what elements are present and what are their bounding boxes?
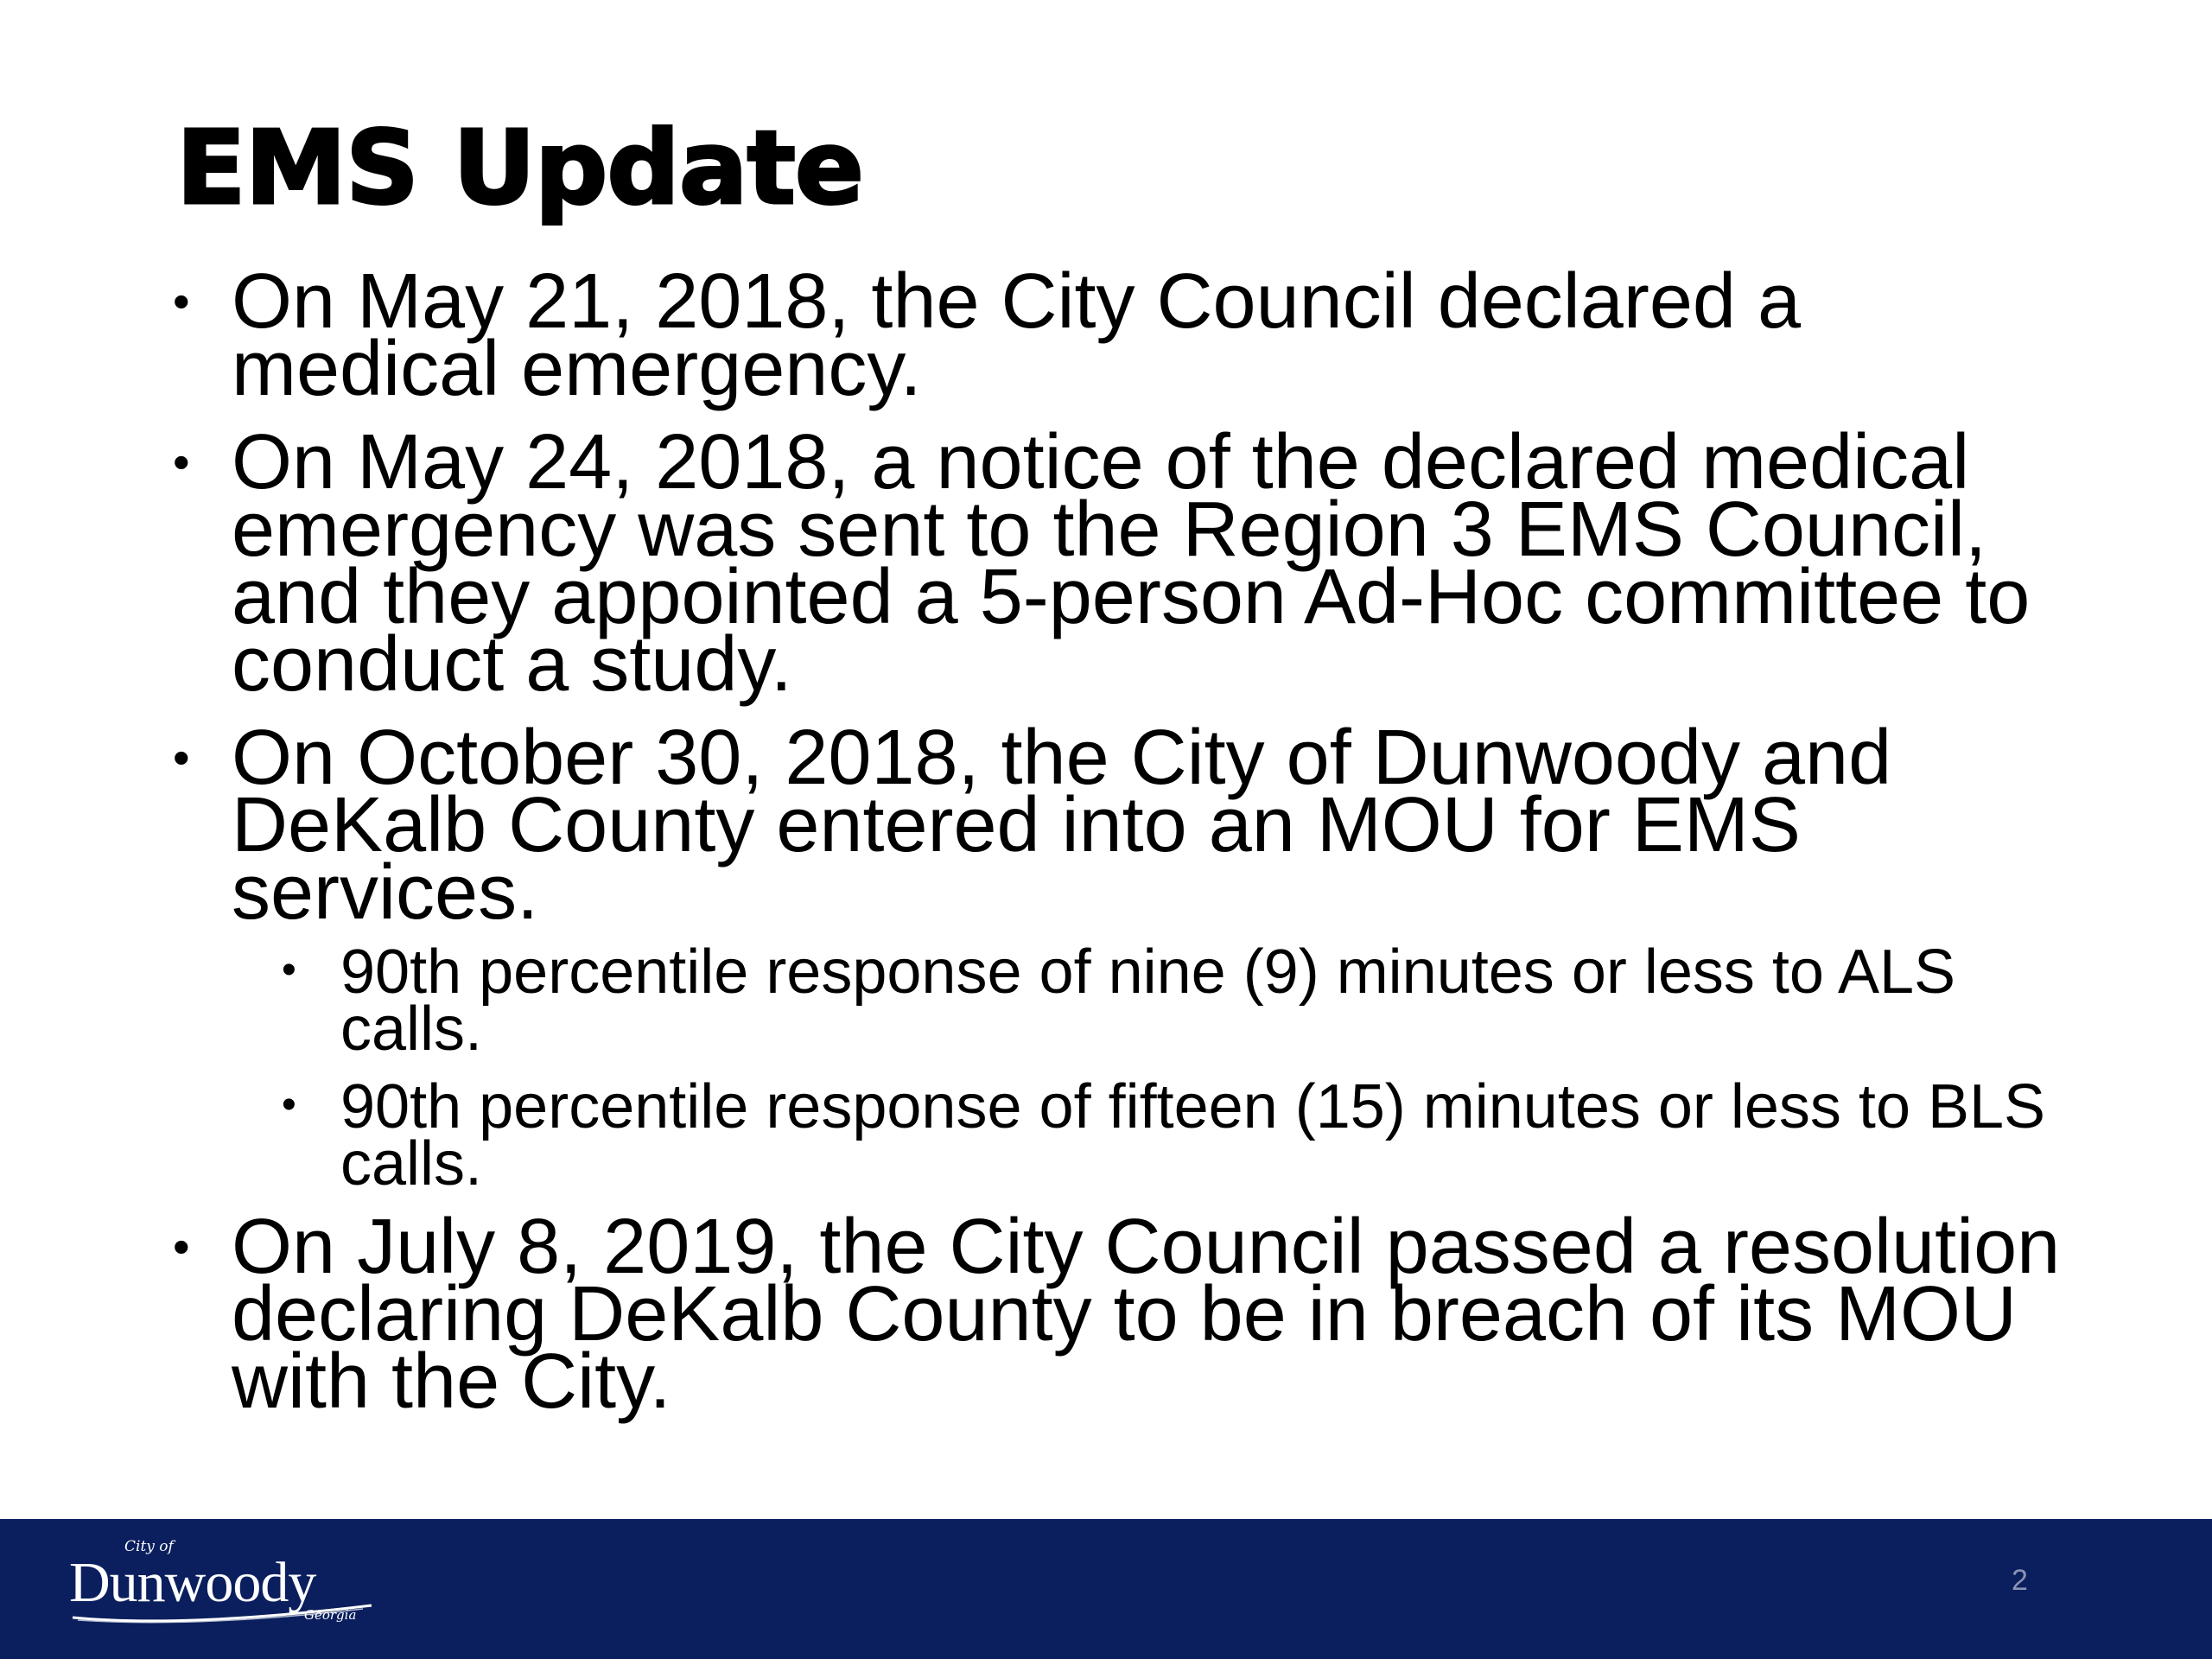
sub-bullet-dot: •	[282, 1082, 296, 1128]
logo-swoosh-icon	[69, 1599, 380, 1624]
slide-title: EMS Update	[176, 108, 863, 227]
sub-bullet-text: 90th percentile response of fifteen (15) minutes or less to BLS calls.	[340, 1072, 2046, 1198]
sub-bullet-text: 90th percentile response of nine (9) minutes or less to ALS calls.	[340, 938, 1956, 1064]
bullet-list	[173, 258, 2082, 1441]
sub-bullet-item	[282, 1072, 2082, 1198]
bullet-item	[173, 1204, 2082, 1425]
bullet-item	[173, 258, 2082, 412]
bullet-dot: •	[173, 730, 190, 785]
sub-bullet-dot: •	[282, 947, 296, 993]
logo-city-of: City of	[124, 1538, 174, 1555]
bullet-item	[173, 715, 2082, 936]
bullet-item	[173, 419, 2082, 708]
bullet-text: On October 30, 2018, the City of Dunwoody and DeKalb County entered into an MOU for EMS services.	[232, 715, 1892, 936]
page-number: 2	[2012, 1564, 2028, 1597]
bullet-text: On May 21, 2018, the City Council declared a medical emergency.	[232, 258, 1801, 412]
logo-name: Dunwoody	[69, 1551, 316, 1614]
logo-state: Georgia	[304, 1607, 357, 1623]
bullet-dot: •	[173, 1219, 190, 1274]
footer-bar	[0, 1519, 2212, 1659]
bullet-text: On July 8, 2019, the City Council passed a resolution declaring DeKalb County to be in breach of its MOU with the City.	[232, 1204, 2061, 1425]
sub-bullet-list	[173, 938, 2082, 1198]
dunwoody-logo	[69, 1538, 380, 1642]
bullet-dot: •	[173, 274, 190, 328]
bullet-dot: •	[173, 435, 190, 489]
sub-bullet-item	[282, 938, 2082, 1064]
bullet-text: On May 24, 2018, a notice of the declared medical emergency was sent to the Region 3 EMS Council, and they appointed a 5-person Ad-Hoc committee to conduct a study.	[232, 419, 2031, 708]
